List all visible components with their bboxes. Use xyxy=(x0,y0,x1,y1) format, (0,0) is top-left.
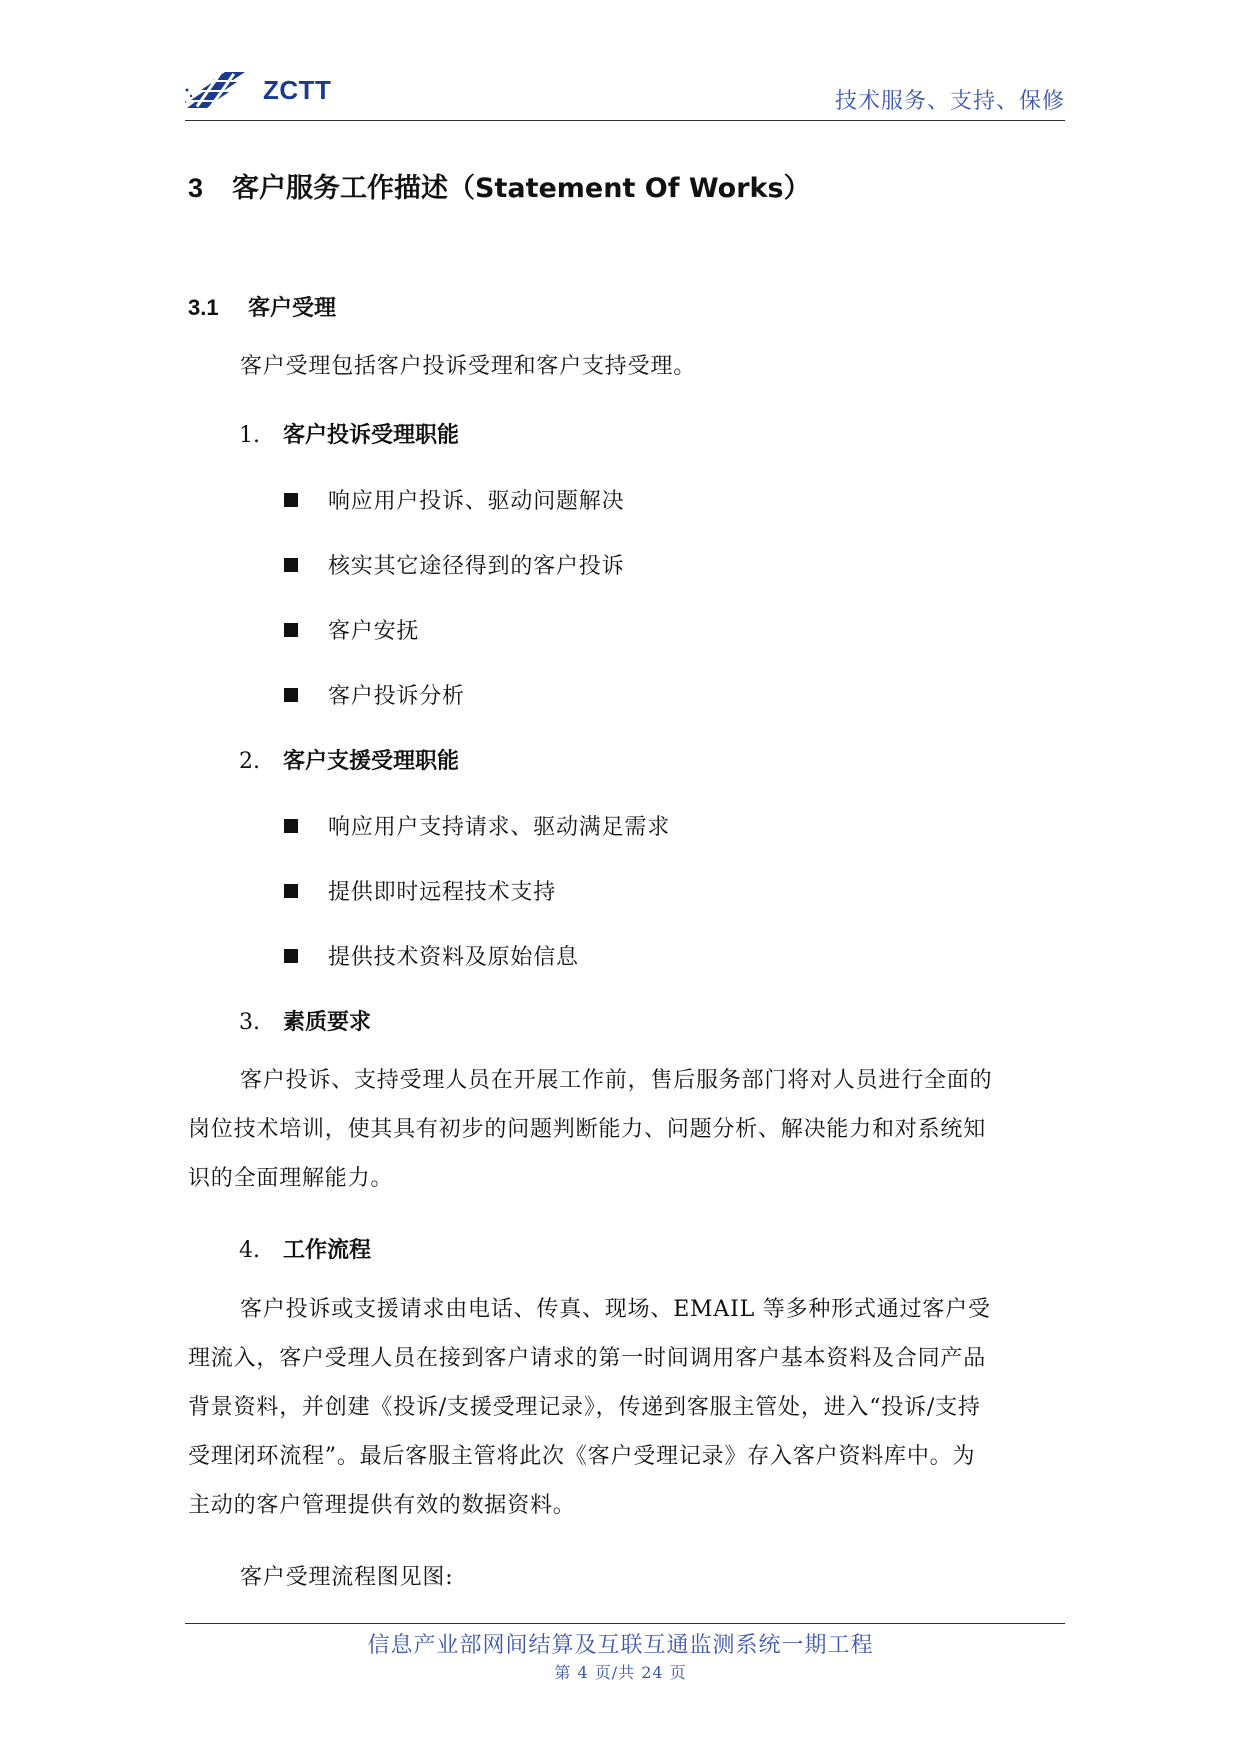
bullet-item xyxy=(284,940,579,971)
section-number: 3 xyxy=(188,173,204,203)
paragraph-line: 客户投诉、支持受理人员在开展工作前，售后服务部门将对人员进行全面的 xyxy=(240,1068,993,1093)
bullet-text: 响应用户投诉、驱动问题解决 xyxy=(328,489,625,514)
square-bullet-icon xyxy=(284,688,298,702)
item-number: 2. xyxy=(239,749,260,774)
company-logo xyxy=(185,68,331,112)
bullet-text: 客户投诉分析 xyxy=(328,684,465,709)
bullet-item xyxy=(284,810,670,841)
square-bullet-icon xyxy=(284,884,298,898)
bullet-item xyxy=(284,549,624,580)
paragraph-line: 受理闭环流程”。最后客服主管将此次《客户受理记录》存入客户资料库中。为 xyxy=(188,1444,976,1469)
subsection-title: 客户受理 xyxy=(248,296,337,321)
bullet-text: 客户安抚 xyxy=(328,619,420,644)
numbered-heading xyxy=(239,418,459,449)
bullet-text: 核实其它途径得到的客户投诉 xyxy=(328,554,625,579)
item-number: 4. xyxy=(239,1238,260,1263)
square-bullet-icon xyxy=(284,558,298,572)
subsection-heading xyxy=(188,291,336,322)
footer-title: 信息产业部网间结算及互联互通监测系统一期工程 xyxy=(367,1633,874,1658)
header-tagline: 技术服务、支持、保修 xyxy=(834,89,1065,114)
paragraph-line: 背景资料，并创建《投诉/支援受理记录》，传递到客服主管处，进入“投诉/支持 xyxy=(188,1395,981,1420)
paragraph-line: 岗位技术培训，使其具有初步的问题判断能力、问题分析、解决能力和对系统知 xyxy=(188,1117,987,1142)
item-number: 1. xyxy=(239,423,260,448)
closing-line: 客户受理流程图见图: xyxy=(240,1565,454,1590)
zctt-logo-icon xyxy=(185,70,257,110)
numbered-heading xyxy=(239,1233,371,1264)
bullet-text: 提供技术资料及原始信息 xyxy=(328,945,579,970)
paragraph-line: 客户投诉或支援请求由电话、传真、现场、EMAIL 等多种形式通过客户受 xyxy=(240,1297,991,1322)
bullet-text: 提供即时远程技术支持 xyxy=(328,880,557,905)
numbered-heading xyxy=(239,1005,371,1036)
intro-paragraph: 客户受理包括客户投诉受理和客户支持受理。 xyxy=(240,354,697,379)
paragraph-line: 主动的客户管理提供有效的数据资料。 xyxy=(188,1493,576,1518)
item-title: 客户支援受理职能 xyxy=(283,749,460,774)
bullet-item xyxy=(284,614,419,645)
section-title: 客户服务工作描述（Statement Of Works） xyxy=(232,173,811,204)
bullet-item xyxy=(284,875,556,906)
section-heading xyxy=(188,166,811,205)
subsection-number: 3.1 xyxy=(188,295,219,320)
paragraph-line: 识的全面理解能力。 xyxy=(188,1166,394,1191)
item-title: 客户投诉受理职能 xyxy=(283,423,460,448)
page-header xyxy=(185,62,1065,121)
paragraph-line: 理流入，客户受理人员在接到客户请求的第一时间调用客户基本资料及合同产品 xyxy=(188,1346,987,1371)
square-bullet-icon xyxy=(284,493,298,507)
item-number: 3. xyxy=(239,1010,260,1035)
item-title: 素质要求 xyxy=(283,1010,372,1035)
numbered-heading xyxy=(239,744,459,775)
square-bullet-icon xyxy=(284,623,298,637)
footer-divider xyxy=(185,1623,1065,1624)
page-number: 第 4 页/共 24 页 xyxy=(554,1663,687,1682)
bullet-text: 响应用户支持请求、驱动满足需求 xyxy=(328,815,671,840)
logo-text: ZCTT xyxy=(263,74,332,105)
square-bullet-icon xyxy=(284,819,298,833)
square-bullet-icon xyxy=(284,949,298,963)
bullet-item xyxy=(284,484,624,515)
item-title: 工作流程 xyxy=(283,1238,372,1263)
bullet-item xyxy=(284,679,465,710)
